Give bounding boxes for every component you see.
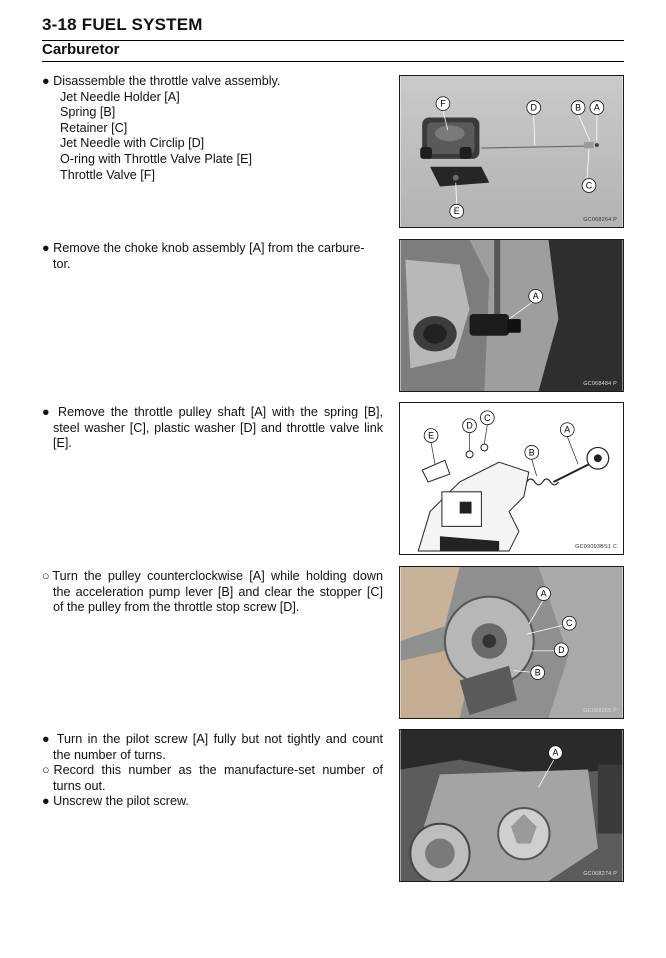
step-3-text — [42, 405, 383, 452]
step-2-line: tor. — [53, 256, 71, 271]
svg-text:D: D — [466, 420, 473, 431]
callout-f — [436, 97, 450, 111]
callout-a — [590, 101, 604, 115]
svg-text:A: A — [540, 588, 547, 599]
step-5-line: ○Record this number as the manufacture-set number of — [42, 763, 383, 778]
figure-throttle-valve-assembly — [399, 75, 624, 228]
part-item: Spring [B] — [60, 105, 116, 120]
subtitle-rule — [42, 61, 624, 62]
pulley-photo — [400, 567, 623, 718]
callout-e — [450, 204, 464, 218]
callout-a — [549, 746, 563, 760]
step-2-line: ● Remove the choke knob assembly [A] from the carbure- — [42, 241, 365, 255]
step-4-line: of the pulley from the throttle stop screw [D]. — [53, 600, 300, 615]
svg-text:F: F — [440, 98, 446, 109]
callout-a — [529, 289, 543, 303]
step-4-line: the acceleration pump lever [B] and clear the stopper [C] — [53, 584, 383, 599]
part-item: O-ring with Throttle Valve Plate [E] — [60, 151, 253, 166]
svg-text:A: A — [552, 747, 559, 758]
callout-d — [463, 419, 477, 433]
throttle-valve-photo — [400, 76, 623, 227]
page-title: 3-18 FUEL SYSTEM — [42, 15, 203, 34]
svg-text:A: A — [532, 291, 539, 302]
callout-c — [480, 411, 494, 425]
header-rule — [42, 40, 624, 41]
callout-e — [424, 429, 438, 443]
choke-knob-photo — [400, 240, 623, 391]
step-5-text — [42, 732, 383, 810]
step-3-line: steel washer [C], plastic washer [D] and throttle valve link — [53, 420, 383, 435]
svg-text:C: C — [484, 412, 491, 423]
svg-text:B: B — [528, 447, 535, 458]
part-item: Throttle Valve [F] — [60, 167, 155, 182]
callout-c — [582, 179, 596, 193]
step-5-line: the number of turns. — [53, 747, 166, 762]
svg-text:B: B — [534, 667, 541, 678]
callout-d — [554, 643, 568, 657]
figure-code: GC068484 P — [583, 381, 617, 387]
figure-throttle-pulley-shaft — [399, 402, 624, 555]
step-4-text — [42, 569, 383, 616]
svg-text:E: E — [453, 206, 460, 217]
figure-code: GC068265 P — [583, 708, 617, 714]
svg-text:B: B — [575, 102, 582, 113]
step-5-line: ● Turn in the pilot screw [A] fully but not tightly and count — [42, 732, 383, 746]
part-item: Jet Needle Holder [A] — [60, 89, 180, 104]
part-item: Retainer [C] — [60, 120, 128, 135]
svg-text:C: C — [585, 180, 593, 191]
svg-text:C: C — [566, 618, 573, 629]
figure-code: GC068274 P — [583, 871, 617, 877]
callout-b — [531, 666, 545, 680]
pilot-screw-photo — [400, 730, 623, 881]
section-title: Carburetor — [42, 41, 120, 58]
step-3-line: [E]. — [53, 436, 72, 451]
throttle-pulley-drawing — [400, 403, 623, 554]
step-4-line: ○Turn the pulley counterclockwise [A] while holding down — [42, 569, 383, 583]
figure-choke-knob — [399, 239, 624, 392]
svg-text:D: D — [530, 102, 537, 113]
callout-d — [527, 101, 541, 115]
callout-b — [571, 101, 585, 115]
callout-c — [562, 616, 576, 630]
figure-pulley-counterclockwise — [399, 566, 624, 719]
svg-text:E: E — [428, 430, 435, 441]
callout-a — [537, 587, 551, 601]
svg-text:A: A — [564, 424, 571, 435]
step-1-line: ● Disassemble the throttle valve assembly. — [42, 74, 281, 88]
figure-pilot-screw — [399, 729, 624, 882]
svg-text:A: A — [593, 102, 600, 113]
svg-text:D: D — [558, 644, 565, 655]
part-item: Jet Needle with Circlip [D] — [60, 136, 205, 151]
step-1-text — [42, 74, 383, 183]
figure-code: GC068264 P — [583, 217, 617, 223]
step-5-line: turns out. — [53, 778, 106, 793]
figure-code: GC09093BS1 C — [575, 544, 617, 550]
step-2-text — [42, 241, 383, 272]
step-5-line: ● Unscrew the pilot screw. — [42, 794, 189, 809]
callout-a — [560, 423, 574, 437]
step-3-line: ● Remove the throttle pulley shaft [A] with the spring [B], — [42, 405, 383, 419]
callout-b — [525, 445, 539, 459]
